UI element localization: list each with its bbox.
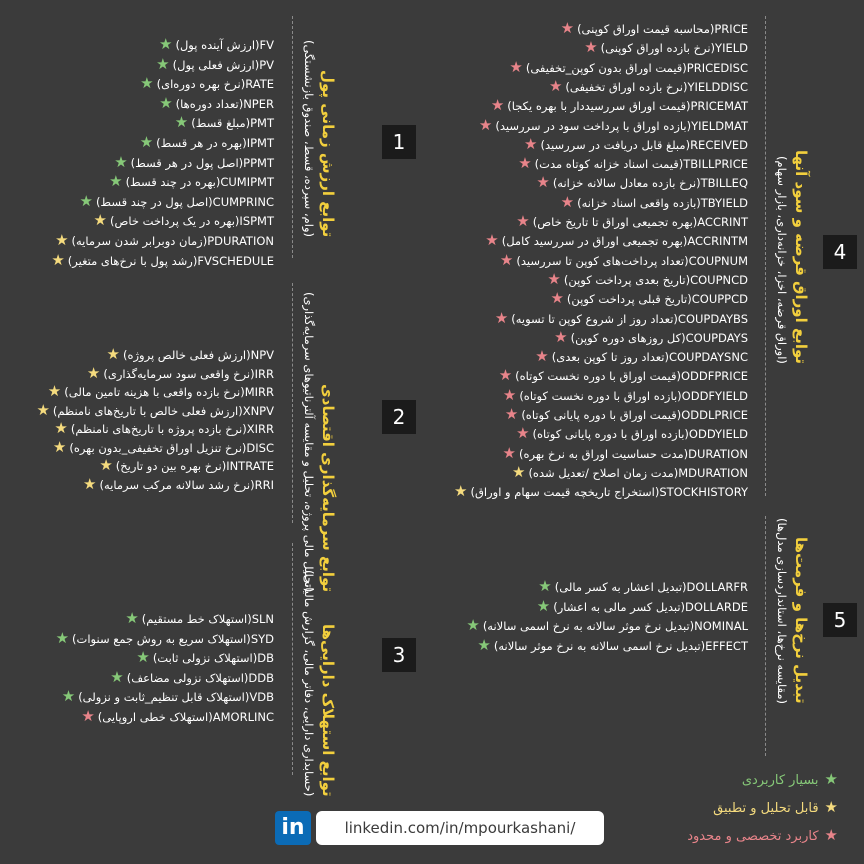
star-icon: ★ — [478, 115, 493, 134]
function-description: (رشد پول با نرخ‌های متغیر) — [67, 253, 198, 268]
function-description: (بازده اوراق با دوره نخست کوتاه) — [519, 388, 682, 403]
function-row-duration — [503, 445, 748, 463]
function-description: (قیمت اوراق سررسیددار با بهره یکجا) — [507, 99, 691, 114]
star-icon: ★ — [55, 628, 70, 647]
function-row-fv — [159, 36, 274, 54]
function-name: COUPDAYSNC — [668, 350, 748, 365]
star-icon: ★ — [109, 172, 123, 191]
star-icon: ★ — [454, 482, 468, 501]
function-name: FV — [259, 38, 274, 52]
function-name: TBYIELD — [700, 195, 748, 210]
function-name: TBILLEQ — [700, 176, 748, 191]
function-name: DURATION — [688, 446, 748, 461]
star-icon: ★ — [466, 616, 480, 634]
function-row-nominal — [466, 617, 748, 635]
section-number-1: 1 — [382, 125, 416, 159]
function-description: (استخراج تاریخچه قیمت سهام و اوراق) — [470, 485, 660, 500]
star-icon: ★ — [536, 173, 550, 192]
function-name: RATE — [245, 77, 274, 92]
function-name: YIELD — [715, 41, 748, 56]
function-name: STOCKHISTORY — [659, 485, 748, 500]
section-4-title: توابع اوراق قرضه و سود آنها (اوراق قرضه، اخزا، خزانه‌داری، بازار سهام) — [775, 150, 810, 365]
star-icon: ★ — [504, 405, 519, 423]
divider-2 — [292, 283, 293, 523]
star-icon: ★ — [550, 289, 564, 308]
function-description: (تبدیل کسر مالی به اعشار) — [553, 599, 686, 614]
star-icon: ★ — [547, 269, 561, 288]
legend-item-analyzable: ★قابل تحلیل و تطبیق — [713, 798, 838, 816]
function-name: COUPDAYS — [685, 330, 748, 345]
function-row-coupnum — [500, 252, 748, 270]
function-name: DOLLARDE — [685, 599, 748, 614]
function-row-price — [561, 20, 748, 38]
function-row-accrintm — [485, 232, 748, 250]
function-name: IRR — [254, 366, 274, 381]
star-icon: ★ — [524, 134, 538, 153]
function-name: NOMINAL — [694, 619, 748, 633]
function-description: (ارزش فعلی خالص پروژه) — [122, 348, 251, 362]
function-description: (مدت زمان اصلاح /تعدیل شده) — [528, 465, 679, 480]
star-icon: ★ — [516, 424, 530, 443]
function-name: PDURATION — [207, 234, 274, 248]
function-row-disc — [53, 439, 274, 457]
function-name: ODDFPRICE — [681, 369, 748, 384]
function-row-pv — [156, 56, 274, 74]
star-icon: ★ — [156, 54, 170, 73]
function-description: (تبدیل نرخ موثر سالانه به نرخ اسمی سالانه) — [482, 619, 695, 633]
legend-item-very-useful: ★بسیار کاربردی — [741, 770, 838, 788]
function-name: ISPMT — [239, 214, 274, 229]
star-icon: ★ — [498, 366, 513, 385]
function-name: COUPPCD — [691, 292, 748, 307]
function-row-tbilleq — [536, 174, 748, 192]
star-icon: ★ — [159, 35, 173, 53]
function-name: PPMT — [243, 155, 274, 170]
function-row-rate — [140, 75, 274, 93]
star-icon: ★ — [99, 456, 113, 474]
function-row-accrint — [516, 213, 748, 231]
function-description: (بازده اوراق با دوره پایانی کوتاه) — [532, 427, 689, 442]
function-description: (بازده اوراق با پرداخت سود در سررسید) — [495, 118, 692, 133]
function-row-stockhistory — [454, 483, 748, 501]
function-row-xnpv — [36, 402, 274, 420]
function-row-mduration — [512, 464, 748, 482]
function-description: (نرخ تنزیل اوراق تخفیفی_بدون بهره) — [69, 440, 247, 455]
function-row-vdb — [62, 688, 274, 706]
star-icon: ★ — [516, 212, 530, 230]
function-row-intrate — [99, 457, 274, 475]
star-icon: ★ — [509, 57, 523, 76]
function-name: TBILLPRICE — [683, 157, 748, 172]
star-icon: ★ — [502, 443, 516, 462]
function-description: (قیمت اوراق بدون کوپن_تخفیفی) — [525, 60, 687, 75]
function-description: (استهلاک قابل تنظیم_ثابت و نزولی) — [78, 690, 250, 704]
star-icon: ★ — [548, 76, 563, 95]
function-name: CUMPRINC — [212, 194, 274, 209]
function-row-mirr — [48, 383, 274, 401]
function-row-effect — [477, 637, 748, 655]
star-icon: ★ — [110, 667, 124, 686]
star-icon: ★ — [55, 231, 69, 249]
function-description: (ارزش فعلی پول) — [172, 57, 260, 72]
function-row-cumprinc — [79, 193, 274, 211]
function-description: (استهلاک خط مستقیم) — [141, 612, 252, 626]
function-row-yielddisc — [549, 78, 748, 96]
function-description: (نرخ واقعی سود سرمایه‌گذاری) — [103, 366, 255, 381]
function-description: (بهره تجمیعی اوراق تا تاریخ خاص) — [532, 215, 698, 229]
function-description: (بهره در هر قسط) — [156, 136, 247, 150]
function-row-db — [136, 649, 274, 667]
star-icon: ★ — [560, 19, 575, 37]
function-description: (کل روزهای دوره کوپن) — [570, 330, 686, 345]
function-row-amorlinc — [81, 708, 274, 726]
function-description: (استهلاک خطی اروپایی) — [97, 709, 213, 724]
function-description: (مدت حساسیت اوراق به نرخ بهره) — [518, 446, 689, 461]
function-row-dollarfr — [538, 578, 748, 596]
function-description: (ارزش فعلی خالص با تاریخ‌های نامنظم) — [52, 403, 243, 418]
function-row-ispmt — [94, 212, 274, 230]
function-description: (اصل پول در چند قسط) — [95, 194, 213, 209]
function-description: (تعداد پرداخت‌های کوپن تا سررسید) — [516, 253, 689, 268]
function-name: PMT — [250, 116, 274, 131]
star-icon: ★ — [93, 211, 107, 230]
function-description: (تاریخ بعدی پرداخت کوپن) — [563, 272, 691, 287]
function-description: (قیمت اوراق با دوره نخست کوتاه) — [515, 369, 681, 384]
divider-1 — [292, 16, 293, 258]
function-name: COUPNCD — [690, 272, 748, 287]
function-name: ODDLPRICE — [681, 408, 748, 422]
function-row-coupdays — [554, 329, 748, 347]
function-description: (تعداد روز تا کوپن بعدی) — [551, 350, 669, 365]
star-icon: ★ — [54, 419, 68, 437]
star-icon: ★ — [824, 798, 838, 816]
star-icon: ★ — [174, 113, 189, 132]
linkedin-url-link[interactable]: linkedin.com/in/mpourkashani/ — [316, 811, 604, 845]
function-row-oddlprice — [505, 406, 748, 424]
star-icon: ★ — [494, 308, 509, 327]
function-description: (محاسبه قیمت اوراق کوپنی) — [577, 22, 715, 36]
star-icon: ★ — [477, 635, 491, 654]
function-name: NPV — [250, 348, 274, 362]
section-1-title: توابع ارزش زمانی پول (وام، سپرده، قسط، صندوق بازنشستگی) — [302, 40, 337, 237]
function-description: (نرخ رشد سالانه مرکب سرمایه) — [99, 477, 255, 492]
function-row-npv — [107, 346, 274, 364]
function-description: (بهره در یک پرداخت خاص) — [110, 214, 240, 229]
star-icon: ★ — [560, 192, 575, 211]
star-icon: ★ — [502, 385, 517, 404]
function-description: (نرخ بازده واقعی با هزینه تامین مالی) — [64, 385, 245, 399]
star-icon: ★ — [106, 345, 120, 363]
function-name: DDB — [248, 670, 274, 685]
function-description: (استهلاک سریع به روش جمع سنوات) — [72, 631, 251, 646]
star-icon: ★ — [511, 462, 526, 481]
star-icon: ★ — [114, 152, 128, 171]
function-description: (مبلغ قابل دریافت در سررسید) — [540, 137, 691, 152]
function-name: DOLLARFR — [686, 580, 748, 594]
section-2-title: توابع سرمایه‌گذاری اقتصادی (تحلیل مالی پروژه، تحلیل و مقایسه آلترناتیوهای سرمایه‌گذاری) — [302, 292, 337, 593]
function-name: DB — [257, 651, 274, 665]
function-row-rri — [83, 476, 274, 494]
star-icon: ★ — [139, 133, 154, 151]
function-row-ipmt — [140, 134, 274, 152]
linkedin-icon[interactable]: in — [275, 811, 311, 845]
function-row-irr — [87, 365, 274, 383]
function-row-ppmt — [114, 154, 274, 172]
star-icon: ★ — [136, 648, 150, 666]
function-description: (تعداد روز از شروع کوپن تا تسویه) — [511, 311, 678, 326]
function-description: (نرخ بهره بین دو تاریخ) — [115, 459, 227, 473]
star-icon: ★ — [159, 93, 173, 112]
function-description: (نرخ بازده معادل سالانه خزانه) — [552, 176, 701, 191]
function-description: (تبدیل اعشار به کسر مالی) — [554, 580, 687, 594]
star-icon: ★ — [52, 437, 67, 456]
star-icon: ★ — [824, 826, 838, 844]
function-name: YIELDDISC — [687, 79, 748, 94]
function-description: (نرخ بازده اوراق کوپنی) — [600, 41, 716, 56]
star-icon: ★ — [81, 706, 95, 725]
function-description: (قیمت اوراق با دوره پایانی کوتاه) — [521, 408, 682, 422]
function-name: AMORLINC — [212, 709, 274, 724]
function-name: RECEIVED — [690, 137, 748, 152]
function-name: ODDFYIELD — [681, 388, 748, 403]
function-name: EFFECT — [705, 638, 748, 653]
function-name: MDURATION — [678, 465, 748, 480]
function-name: ACCRINT — [697, 215, 748, 229]
function-description: (اصل پول در هر قسط) — [130, 155, 244, 170]
function-description: (ارزش آینده پول) — [175, 38, 260, 52]
function-row-tbyield — [561, 194, 748, 212]
function-row-dollarde — [537, 598, 748, 616]
function-row-couppcd — [550, 290, 748, 308]
star-icon: ★ — [61, 687, 76, 705]
function-name: COUPNUM — [688, 253, 748, 268]
legend-item-specialized: ★کاربرد تخصصی و محدود — [687, 826, 838, 844]
function-name: MIRR — [244, 385, 274, 399]
function-description: (نرخ بازده اوراق تخفیفی) — [565, 79, 688, 94]
function-description: (تبدیل نرخ اسمی سالانه به نرخ موثر سالانه) — [493, 638, 706, 653]
star-icon: ★ — [485, 231, 499, 250]
function-name: XIRR — [246, 422, 274, 436]
function-name: YIELDMAT — [691, 118, 748, 133]
function-row-ddb — [110, 669, 274, 687]
star-icon: ★ — [47, 382, 62, 400]
star-icon: ★ — [36, 400, 50, 419]
function-row-coupdaysnc — [535, 348, 748, 366]
section-number-5: 5 — [823, 603, 857, 637]
function-name: ODDYIELD — [688, 427, 748, 442]
function-name: ACCRINTM — [687, 234, 748, 249]
function-name: SLN — [251, 612, 274, 626]
function-row-pricemat — [491, 97, 748, 115]
function-row-oddfprice — [499, 367, 748, 385]
star-icon: ★ — [536, 596, 551, 615]
function-row-oddyield — [516, 425, 748, 443]
function-name: PRICE — [714, 22, 748, 36]
function-name: SYD — [250, 631, 274, 646]
function-name: INTRATE — [226, 459, 274, 473]
section-3-title: توابع استهلاک دارایی‌ها (حسابداری دارایی، دفاتر مالی، گزارش مالیاتی) — [302, 570, 337, 797]
function-description: (بهره تجمیعی اوراق در سررسید کامل) — [501, 234, 688, 249]
function-name: DISC — [246, 440, 274, 455]
section-number-4: 4 — [823, 235, 857, 269]
function-row-nper — [159, 95, 274, 113]
function-name: FVSCHEDULE — [197, 253, 274, 268]
function-description: (نرخ بازده پروژه با تاریخ‌های نامنظم) — [70, 422, 247, 436]
star-icon: ★ — [51, 250, 65, 269]
function-row-received — [524, 136, 748, 154]
function-row-sln — [125, 610, 274, 628]
function-description: (استهلاک نزولی ثابت) — [152, 651, 258, 665]
function-name: XNPV — [242, 403, 274, 418]
function-name: PRICEDISC — [686, 60, 748, 75]
divider-5 — [765, 516, 766, 756]
function-row-yieldmat — [479, 117, 748, 135]
function-row-pduration — [55, 232, 274, 250]
function-row-syd — [56, 630, 274, 648]
function-row-oddfyield — [503, 387, 748, 405]
function-row-tbillprice — [518, 155, 748, 173]
star-icon: ★ — [83, 474, 97, 493]
star-icon: ★ — [140, 74, 154, 93]
function-description: (بازده واقعی اسناد خزانه) — [577, 195, 701, 210]
function-name: RRI — [254, 477, 274, 492]
star-icon: ★ — [490, 96, 505, 115]
function-row-fvschedule — [51, 252, 274, 270]
function-name: PV — [259, 57, 274, 72]
function-row-pmt — [175, 114, 274, 132]
star-icon: ★ — [824, 770, 838, 788]
function-row-pricedisc — [509, 59, 748, 77]
function-name: PRICEMAT — [690, 99, 748, 114]
star-icon: ★ — [86, 363, 101, 382]
star-icon: ★ — [125, 609, 139, 627]
star-icon: ★ — [79, 191, 93, 210]
function-row-coupncd — [547, 271, 748, 289]
function-name: NPER — [243, 96, 274, 111]
function-name: IPMT — [246, 136, 274, 150]
function-description: (استهلاک نزولی مضاعف) — [126, 670, 249, 685]
function-description: (بهره در چند قسط) — [125, 175, 221, 190]
function-description: (قیمت اسناد خزانه کوتاه مدت) — [534, 157, 684, 172]
function-row-cumipmt — [109, 173, 274, 191]
star-icon: ★ — [554, 327, 568, 346]
star-icon: ★ — [538, 577, 552, 595]
function-row-coupdaybs — [495, 310, 748, 328]
function-name: CUMIPMT — [220, 175, 274, 190]
star-icon: ★ — [499, 250, 514, 269]
function-description: (تاریخ قبلی پرداخت کوپن) — [566, 292, 692, 307]
function-name: VDB — [249, 690, 274, 704]
function-row-yield — [584, 39, 748, 57]
function-description: (تعداد دوره‌ها) — [175, 96, 244, 111]
function-row-xirr — [54, 420, 274, 438]
function-description: (زمان دوبرابر شدن سرمایه) — [71, 234, 208, 248]
star-icon: ★ — [584, 38, 598, 57]
section-number-2: 2 — [382, 400, 416, 434]
divider-4 — [765, 16, 766, 496]
function-description: (نرخ بهره دوره‌ای) — [156, 77, 246, 92]
star-icon: ★ — [535, 347, 549, 366]
section-5-title: تبدیل نرخ‌ها و فرمت‌ها (مقایسه نرخ‌ها، استانداردسازی مدل‌ها) — [775, 518, 810, 705]
function-description: (مبلغ قسط) — [191, 116, 251, 131]
section-number-3: 3 — [382, 638, 416, 672]
divider-3 — [292, 543, 293, 775]
star-icon: ★ — [518, 154, 532, 173]
function-name: COUPDAYBS — [677, 311, 748, 326]
